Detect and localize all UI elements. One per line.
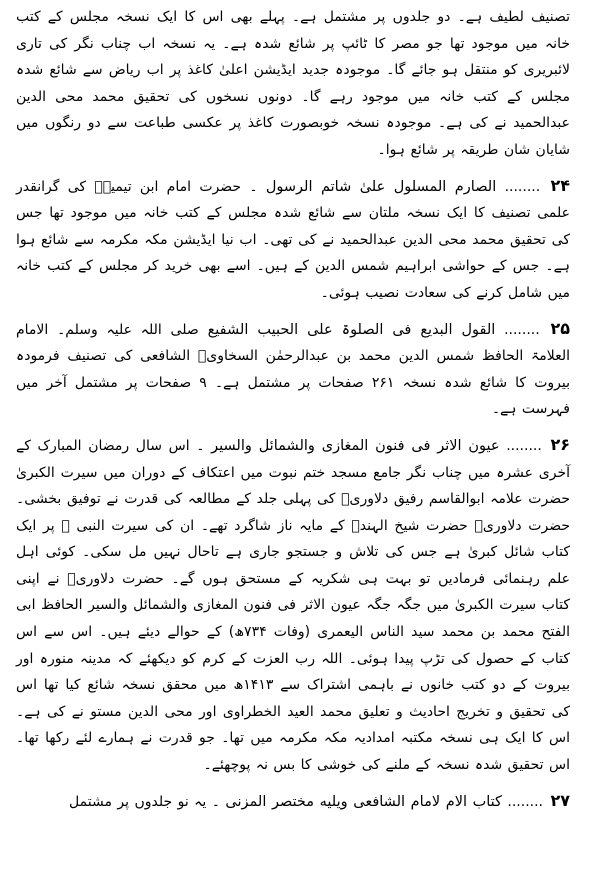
leader-dots: ........ bbox=[504, 321, 540, 338]
item-number: ۲۶ bbox=[550, 434, 570, 454]
book-title: کتاب الام لامام الشافعی ویلیه مختصر المزنی bbox=[225, 793, 502, 810]
book-title: عیون الاثر فی فنون المغازی والشمائل والسیر bbox=[211, 437, 500, 454]
paragraph-item-27 bbox=[16, 788, 570, 816]
paragraph-text: ۔ اس سال رمضان المبارک کے آخری عشرہ میں چناب نگر جامع مسجد ختم نبوت میں اعتکاف کے دوران میں سیرت الکبریٰ حضرت علامہ ابوالقاسم رفیق دلاوریؒ کی پہلی جلد کے مطالعہ کی قدرت نے توفیق بخشی۔ حضرت دلاوریؒ حضرت شیخ الہندؒ کے مایہ ناز شاگرد تھے۔ ان کی سیرت النبی ﷺ پر ایک کتاب شائل کبریٰ ہے جس کی تلاش و جستجو جاری ہے تاحال نہیں مل سکی۔ کوئی اہل علم رہنمائی فرمادیں تو بہت ہی شکریہ کے مستحق ہوں گے۔ حضرت دلاوریؒ نے اپنی کتاب سیرت الکبریٰ میں جگہ جگہ عیون الاثر فی فنون المغازی والشمائل والسیر الحافظ ابی الفتح محمد بن محمد سید الناس الیعمری (وفات ۷۳۴ھ) کے حوالے دیئے ہیں۔ اس سے اس کتاب کے حصول کی تڑپ پیدا ہوئی۔ اللہ رب العزت کے کرم کو دیکھئے کہ مدینہ منورہ اور بیروت کے دو کتب خانوں نے باہمی اشتراک سے ۱۴۱۳ھ میں محقق نسخہ شائع کیا تھا اس کی تحقیق و تخریج احادیث و تعلیق محمد العید الخطراوی اور محی الدین مستو نے کی ہے۔ اس کا ایک ہی نسخہ مکتبہ امدادیہ مکہ مکرمہ میں تھا۔ جو قدرت نے ہمارے لئے رکھا تھا۔ اس تحقیق شدہ نسخہ کے ملنے کی خوشی کا بس نہ پوچھئے۔ bbox=[16, 437, 571, 774]
paragraph-item-26 bbox=[16, 432, 570, 779]
paragraph-item-25 bbox=[16, 316, 570, 423]
paragraph-item-24 bbox=[16, 173, 570, 307]
paragraph-text: صلی اللہ علیہ وسلم۔ الامام العلامۃ الحافظ شمس الدین محمد بن عبدالرحمٰن السخاویؒ الشافعی کی تصنیف فرمودہ بیروت کا شائع شدہ نسخہ ۲۶۱ صفحات پر مشتمل ہے۔ ۹ صفحات پر مشتمل آخر میں فہرست ہے۔ bbox=[16, 321, 570, 418]
paragraph-text: تصنیف لطیف ہے۔ دو جلدوں پر مشتمل ہے۔ پہلے بھی اس کا ایک نسخہ مجلس کے کتب خانہ میں موجود تھا جو مصر کا ٹائپ پر شائع شدہ ہے۔ یہ نسخہ اب چناب نگر کی تاری لائبریری کو منتقل ہو جائے گا۔ موجودہ جدید ایڈیشن اعلیٰ کاغذ پر اب ریاض سے شائع شدہ مجلس کے کتب خانہ میں موجود رہے گا۔ دونوں نسخوں کی تحقیق محمد محی الدین عبدالحمید نے کی ہے۔ موجودہ نسخہ خوبصورت کاغذ پر عکسی طباعت سے دو رنگوں میں شایان شان طریقہ پر شائع ہوا۔ bbox=[16, 9, 570, 158]
item-number: ۲۴ bbox=[550, 175, 571, 195]
item-number: ۲۵ bbox=[550, 318, 571, 338]
paragraph-continuation bbox=[16, 4, 570, 164]
paragraph-text: ۔ یہ نو جلدوں پر مشتمل bbox=[69, 793, 220, 810]
book-title: الصارم المسلول علیٰ شاتم الرسول bbox=[265, 178, 497, 195]
leader-dots: ........ bbox=[507, 793, 544, 810]
item-number: ۲۷ bbox=[550, 790, 570, 810]
leader-dots: ........ bbox=[506, 437, 542, 454]
paragraph-text: ۔ حضرت امام ابن تیمیہؒ کی گرانقدر علمی تصنیف کا ایک نسخہ ملتان سے شائع شدہ مجلس کے کتب خانہ میں موجود تھا جس کی تحقیق محمد محی الدین عبدالحمید نے کی تھی۔ اب نیا ایڈیشن مکہ مکرمہ سے شائع ہوا ہے۔ جس کے حواشی ابراہیم شمس الدین کے ہیں۔ اسے بھی خرید کر مجلس کے کتب خانہ میں شامل کرنے کی سعادت نصیب ہوئی۔ bbox=[16, 178, 570, 301]
leader-dots: ........ bbox=[504, 178, 541, 195]
book-title: القول البدیع فی الصلوۃ علی الحبیب الشفیع bbox=[207, 321, 496, 338]
